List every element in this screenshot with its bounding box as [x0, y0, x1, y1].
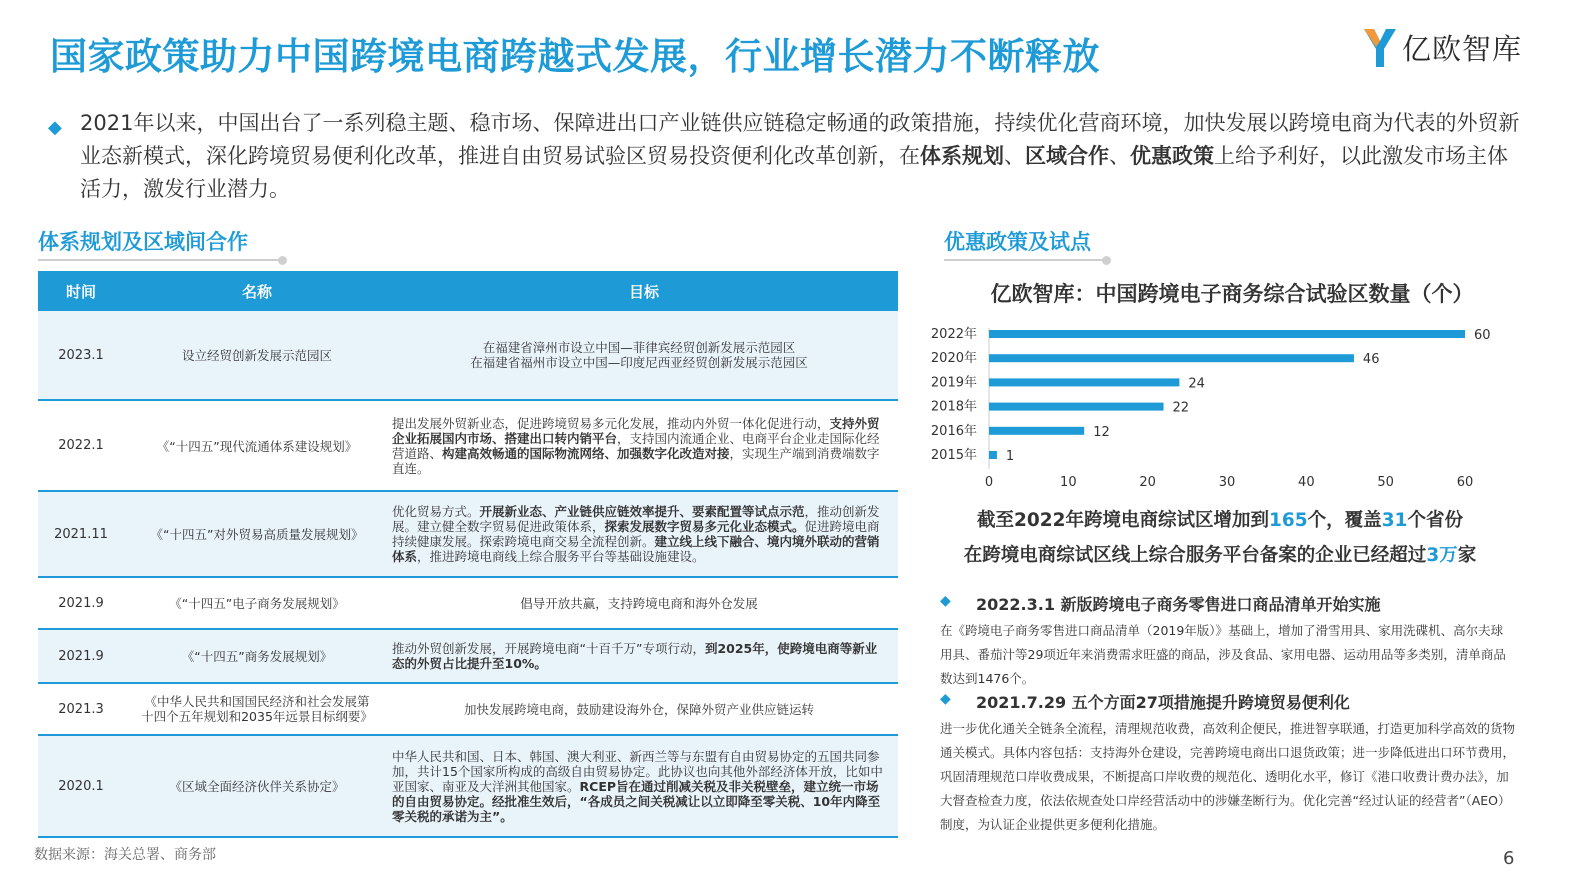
- row-time: 2022.1: [58, 438, 104, 453]
- bar: [989, 451, 997, 459]
- row-time: 2021.9: [58, 595, 104, 611]
- table-row: [38, 401, 898, 492]
- bar-value-label: 22: [1172, 400, 1190, 416]
- bar-value-label: 46: [1362, 352, 1380, 368]
- news-body: 在《跨境电子商务零售进口商品清单（2019年版）》基础上，增加了滑雪用具、家用洗碟机、高尔夫球用具、番茄汁等29项近年来消费需求旺盛的商品，涉及食品、家用电器、运动用品等多类别，清单商品数达到1476个。: [940, 623, 1506, 686]
- row-goal: 推动外贸创新发展，开展跨境电商“十百千万”专项行动，到2025年，使跨境电商等新业态的外贸占比提升至10%。: [392, 641, 878, 671]
- news-headline: ◆ 2022.3.1 新版跨境电子商务零售进口商品清单开始实施: [940, 593, 1381, 614]
- table-row: [38, 492, 898, 578]
- table-header: [38, 271, 898, 311]
- row-name: 《区域全面经济伙伴关系协定》: [169, 779, 345, 794]
- news-item: [940, 690, 1515, 837]
- section-divider-dot: [1102, 256, 1111, 265]
- row-goal: 倡导开放共赢，支持跨境电商和海外仓发展: [520, 595, 758, 611]
- policy-table: [38, 271, 898, 838]
- y-tick-label: 2022年: [930, 327, 977, 342]
- x-tick-label: 60: [1456, 475, 1474, 490]
- x-tick-label: 10: [1060, 475, 1077, 490]
- bar: [989, 403, 1164, 411]
- summary-line-1: 截至2022年跨境电商综试区增加到165个，覆盖31个省份: [977, 510, 1463, 531]
- y-tick-label: 2016年: [930, 423, 977, 439]
- x-tick-label: 50: [1377, 475, 1394, 490]
- y-tick-label: 2020年: [930, 351, 977, 367]
- row-time: 2021.9: [58, 648, 104, 664]
- bullet-diamond-icon: ◆: [48, 117, 62, 138]
- bar-value-label: 1: [1005, 449, 1015, 464]
- row-time: 2023.1: [58, 347, 104, 363]
- chart-title: 亿欧智库：中国跨境电子商务综合试验区数量（个）: [990, 282, 1474, 306]
- column-header-name: 名称: [241, 282, 272, 301]
- intro-paragraph: ◆ 2021年以来，中国出台了一系列稳主题、稳市场、保障进出口产业链供应链稳定畅通的政策措施，持续优化营商环境，加快发展以跨境电商为代表的外贸新业态新模式，深化跨境贸易便利化改革，推进自由贸易试验区贸易投资便利化改革创新，在体系规划、区域合作、优惠政策上给予利好，以此激发市场主体活力，激发行业潜力。: [48, 111, 1520, 201]
- x-tick-label: 40: [1298, 475, 1315, 490]
- x-tick-label: 30: [1218, 475, 1236, 490]
- section-title-policies: 优惠政策及试点: [944, 230, 1091, 254]
- row-goal: 加快发展跨境电商，鼓励建设海外仓，保障外贸产业供应链运转: [463, 701, 814, 717]
- row-goal: 提出发展外贸新业态，促进跨境贸易多元化发展，推动内外贸一体化促进行动，支持外贸企业拓展国内市场、搭建出口转内销平台，支持国内流通企业、电商平台企业走国际化经营道路、构建高效畅通的国际物流网络、加强数字化改造对接，实现生产端到消费端数字直连。: [392, 415, 880, 476]
- logo-mark-icon: [1362, 25, 1398, 69]
- table-row: [38, 684, 898, 736]
- section-divider: [38, 259, 282, 261]
- logo-text: 亿欧智库: [1402, 31, 1523, 66]
- bar: [989, 330, 1465, 338]
- row-name: 《中华人民共和国国民经济和社会发展第 十四个五年规划和2035年远景目标纲要》: [141, 694, 373, 724]
- table-row: [38, 630, 898, 684]
- x-tick-label: 0: [984, 475, 994, 490]
- bar-value-label: 12: [1093, 424, 1110, 440]
- row-time: 2021.11: [54, 526, 108, 542]
- row-name: 《“十四五”对外贸易高质量发展规划》: [150, 527, 364, 542]
- table-row: [38, 736, 898, 838]
- brand-logo: [1362, 22, 1522, 72]
- section-title-planning: 体系规划及区域间合作: [38, 230, 248, 254]
- page-title: 国家政策助力中国跨境电商跨越式发展，行业增长潜力不断释放: [50, 35, 1100, 78]
- row-goal: 优化贸易方式。开展新业态、产业链供应链效率提升、要素配置等试点示范，推动创新发展。建立健全数字贸易促进政策体系，探索发展数字贸易多元化业态模式。促进跨境电商持续健康发展。探索跨境电商交易全流程创新。建立线上线下融合、境内境外联动的营销体系，推进跨境电商线上综合服务平台等基础设施建设。: [392, 504, 880, 564]
- table-row: [38, 578, 898, 630]
- row-name: 《“十四五”现代流通体系建设规划》: [156, 438, 358, 454]
- bar-value-label: 60: [1474, 328, 1491, 343]
- bar: [989, 354, 1354, 362]
- section-divider-dot: [278, 256, 287, 265]
- page-number: 6: [1503, 848, 1515, 869]
- y-tick-label: 2018年: [930, 399, 977, 415]
- data-source-note: 数据来源：海关总署、商务部: [34, 847, 216, 863]
- news-headline: ◆ 2021.7.29 五个方面27项措施提升跨境贸易便利化: [940, 691, 1350, 712]
- x-tick-label: 20: [1139, 475, 1156, 490]
- y-tick-label: 2015年: [930, 448, 977, 463]
- row-time: 2020.1: [58, 778, 104, 794]
- column-header-time: 时间: [65, 282, 96, 301]
- row-goal: 在福建省漳州市设立中国—菲律宾经贸创新发展示范园区 在福建省福州市设立中国—印度尼西亚经贸创新发展示范园区: [470, 340, 808, 370]
- bullet-diamond-icon: ◆: [940, 691, 951, 707]
- column-header-goal: 目标: [628, 282, 659, 301]
- y-tick-label: 2019年: [930, 375, 977, 391]
- bar: [989, 378, 1179, 386]
- row-name: 《“十四五”商务发展规划》: [181, 649, 333, 664]
- table-row: [38, 311, 898, 401]
- bar: [989, 427, 1084, 435]
- pilot-zone-bar-chart: [920, 318, 1520, 498]
- summary-line-2: 在跨境电商综试区线上综合服务平台备案的企业已经超过3万家: [963, 545, 1477, 566]
- bullet-diamond-icon: ◆: [940, 593, 951, 609]
- news-body: 进一步优化通关全链条全流程，清理规范收费，高效利企便民，推进智享联通，打造更加科学高效的货物通关模式。具体内容包括：支持海外仓建设，完善跨境电商出口退货政策；进一步降低进出口环节费用，巩固清理规范口岸收费成果，不断提高口岸收费的规范化、透明化水平，修订《港口收费计费办法》，加大督查检查力度，依法依规查处口岸经营活动中的涉嫌垄断行为。优化完善“经过认证的经营者”（AEO）制度，为认证企业提供更多便利化措施。: [940, 721, 1516, 832]
- row-goal: 中华人民共和国、日本、韩国、澳大利亚、新西兰等与东盟有自由贸易协定的五国共同参加，共计15个国家所构成的高级自由贸易协定。此协议也向其他外部经济体开放，比如中亚国家、南亚及大洋洲其他国家。RCEP旨在通过削减关税及非关税壁垒，建立统一市场的自由贸易协定。经批准生效后，“各成员之间关税减让以立即降至零关税、10年内降至零关税的承诺为主”。: [392, 748, 883, 824]
- section-divider: [944, 259, 1106, 261]
- news-item: [940, 592, 1515, 691]
- row-name: 设立经贸创新发展示范园区: [181, 348, 332, 363]
- row-time: 2021.3: [58, 701, 104, 717]
- bar-value-label: 24: [1188, 376, 1205, 392]
- row-name: 《“十四五”电子商务发展规划》: [169, 596, 345, 611]
